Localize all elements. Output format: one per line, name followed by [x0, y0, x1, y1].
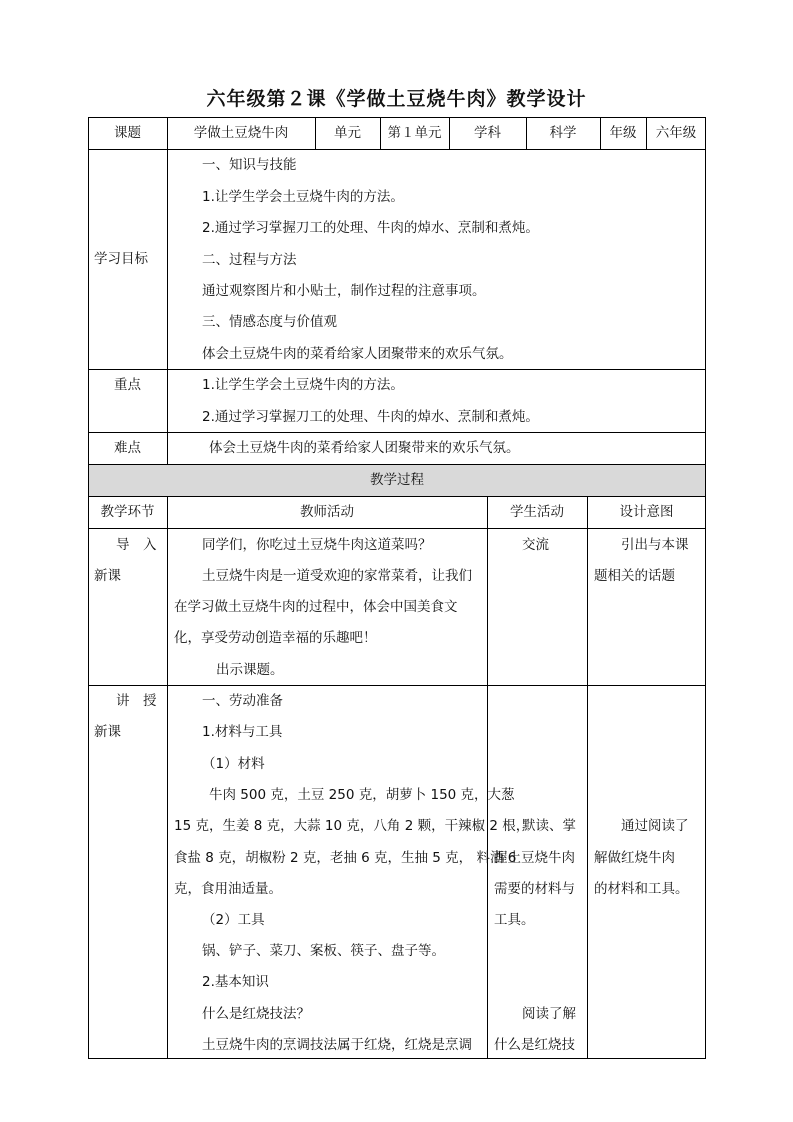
difficulty-label: 难点 — [114, 440, 141, 456]
lecture-intent-line: 解做红烧牛肉 — [594, 850, 675, 866]
objective-line: 通过观察图片和小贴士，制作过程的注意事项。 — [202, 283, 486, 299]
lecture-stage: 新课 — [94, 724, 121, 740]
lecture-student-line: 工具。 — [494, 912, 535, 928]
lecture-teacher-line: 克，食用油适量。 — [174, 881, 282, 897]
key-point-line: 2.通过学习掌握刀工的处理、牛肉的焯水、烹制和煮炖。 — [202, 409, 539, 425]
intro-intent: 题相关的话题 — [594, 568, 675, 584]
lecture-teacher-line: （1）材料 — [202, 756, 265, 772]
grade-label: 年级 — [609, 125, 637, 141]
column-header-teacher: 教师活动 — [300, 504, 354, 520]
lecture-intent-line: 的材料和工具。 — [594, 881, 689, 897]
objective-line: 二、过程与方法 — [202, 252, 297, 268]
lecture-student-line: 握土豆烧牛肉 — [494, 850, 575, 866]
grade-value: 六年级 — [655, 125, 697, 141]
key-point-line: 1.让学生学会土豆烧牛肉的方法。 — [202, 377, 404, 393]
intro-teacher-line: 同学们，你吃过土豆烧牛肉这道菜吗？ — [202, 537, 432, 553]
lecture-teacher-line: 一、劳动准备 — [202, 693, 283, 709]
objective-line: 一、知识与技能 — [202, 157, 297, 173]
unit-label: 单元 — [334, 125, 361, 141]
topic-label: 课题 — [114, 125, 141, 141]
objective-line: 体会土豆烧牛肉的菜肴给家人团聚带来的欢乐气氛。 — [202, 346, 513, 362]
topic-value: 学做土豆烧牛肉 — [193, 125, 289, 141]
lecture-student-line: 什么是红烧技 — [494, 1037, 575, 1053]
lecture-intent-line: 通过阅读了 — [621, 818, 689, 834]
intro-teacher-line: 在学习做土豆烧牛肉的过程中，体会中国美食文 — [174, 599, 458, 615]
lecture-stage: 讲 授 — [116, 693, 157, 709]
column-header-stage: 教学环节 — [100, 504, 155, 520]
lecture-teacher-line: 牛肉 500 克，土豆 250 克，胡萝卜 150 克，大葱 — [209, 787, 515, 803]
intro-teacher-line: 化，享受劳动创造幸福的乐趣吧！ — [174, 630, 377, 646]
objective-line: 2.通过学习掌握刀工的处理、牛肉的焯水、烹制和煮炖。 — [202, 220, 539, 236]
lecture-teacher-line: 1.材料与工具 — [202, 724, 283, 740]
subject-value: 科学 — [549, 125, 577, 141]
lecture-student-line: 需要的材料与 — [494, 881, 575, 897]
process-heading: 教学过程 — [370, 472, 424, 488]
lecture-student-line: 阅读了解 — [522, 1006, 576, 1022]
page-title: 六年级第２课《学做土豆烧牛肉》教学设计 — [206, 88, 587, 110]
column-header-student: 学生活动 — [510, 504, 564, 520]
subject-label: 学科 — [474, 125, 501, 141]
lecture-teacher-line: 2.基本知识 — [202, 974, 269, 990]
objectives-label: 学习目标 — [94, 251, 148, 267]
intro-student: 交流 — [522, 537, 549, 553]
key-points-label: 重点 — [114, 377, 141, 393]
lecture-teacher-line: 锅、铲子、菜刀、案板、筷子、盘子等。 — [202, 943, 445, 959]
intro-teacher-line: 出示课题。 — [216, 662, 284, 678]
lecture-teacher-line: 什么是红烧技法？ — [202, 1006, 310, 1022]
intro-stage: 导 入 — [116, 537, 157, 553]
intro-intent: 引出与本课 — [621, 537, 689, 553]
lecture-teacher-line: 食盐 8 克，胡椒粉 2 克，老抽 6 克，生抽 5 克， 料酒 6 — [174, 850, 517, 866]
intro-stage: 新课 — [94, 568, 121, 584]
objective-line: 三、情感态度与价值观 — [202, 314, 337, 330]
column-header-intent: 设计意图 — [619, 504, 674, 520]
difficulty-text: 体会土豆烧牛肉的菜肴给家人团聚带来的欢乐气氛。 — [209, 440, 520, 456]
lecture-teacher-line: 15 克，生姜 8 克，大蒜 10 克，八角 2 颗，干辣椒 2 根， — [174, 818, 530, 834]
objective-line: 1.让学生学会土豆烧牛肉的方法。 — [202, 189, 404, 205]
lecture-teacher-line: 土豆烧牛肉的烹调技法属于红烧，红烧是烹调 — [202, 1037, 472, 1053]
unit-value: 第１单元 — [387, 125, 442, 141]
lecture-teacher-line: （2）工具 — [202, 912, 265, 928]
intro-teacher-line: 土豆烧牛肉是一道受欢迎的家常菜肴，让我们 — [202, 568, 472, 584]
lecture-student-line: 默读、掌 — [522, 818, 576, 834]
